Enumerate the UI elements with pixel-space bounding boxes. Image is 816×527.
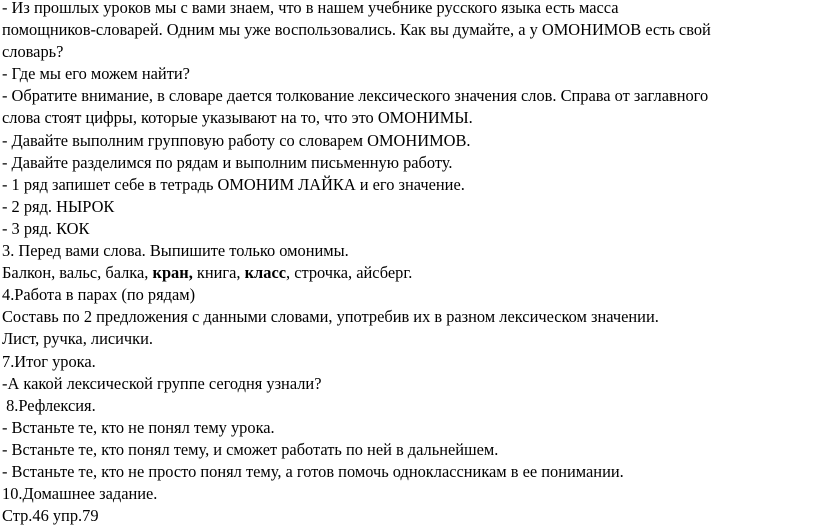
text-line: Стр.46 упр.79 (2, 506, 99, 526)
text-line: - 3 ряд. КОК (2, 218, 90, 238)
text-line: словарь? (2, 42, 64, 62)
text-line: - Давайте выполним групповую работу со словарем ОМОНИМОВ. (2, 130, 471, 150)
text-line: - 1 ряд запишет себе в тетрадь ОМОНИМ ЛАЙКА и его значение. (2, 174, 465, 194)
text-line: помощников-словарей. Одним мы уже воспользовались. Как вы думайте, а у ОМОНИМОВ есть свой (2, 20, 711, 40)
words-part: Балкон, вальс, балка, (2, 263, 153, 283)
text-line: 7.Итог урока. (2, 351, 96, 371)
bold-word: кран, (152, 263, 193, 283)
text-line: слова стоят цифры, которые указывают на то, что это ОМОНИМЫ. (2, 108, 473, 128)
text-line: 8.Рефлексия. (2, 395, 96, 415)
text-line: -А какой лексической группе сегодня узнали? (2, 373, 322, 393)
words-part: , строчка, айсберг. (286, 263, 413, 283)
text-line: - Давайте разделимся по рядам и выполним письменную работу. (2, 152, 453, 172)
bold-word: класс (244, 263, 286, 283)
document-body (2, 0, 814, 527)
text-line: - Встаньте те, кто не понял тему урока. (2, 417, 275, 437)
text-line: - Встаньте те, кто понял тему, и сможет работать по ней в дальнейшем. (2, 439, 499, 459)
text-line: 4.Работа в парах (по рядам) (2, 285, 196, 305)
text-line: 10.Домашнее задание. (2, 484, 158, 504)
text-line: - Где мы его можем найти? (2, 64, 190, 84)
text-line: - 2 ряд. НЫРОК (2, 196, 115, 216)
text-line: - Из прошлых уроков мы с вами знаем, что в нашем учебнике русского языка есть масса (2, 0, 619, 17)
text-line: - Встаньте те, кто не просто понял тему, а готов помочь одноклассникам в ее понимании. (2, 461, 624, 481)
text-line: - Обратите внимание, в словаре дается толкование лексического значения слов. Справа от заглавного (2, 86, 709, 106)
text-line: 3. Перед вами слова. Выпишите только омонимы. (2, 241, 349, 261)
words-line (2, 262, 814, 284)
text-line: Составь по 2 предложения с данными словами, употребив их в разном лексическом значении. (2, 307, 659, 327)
words-part: книга, (192, 263, 245, 283)
text-line: Лист, ручка, лисички. (2, 329, 153, 349)
